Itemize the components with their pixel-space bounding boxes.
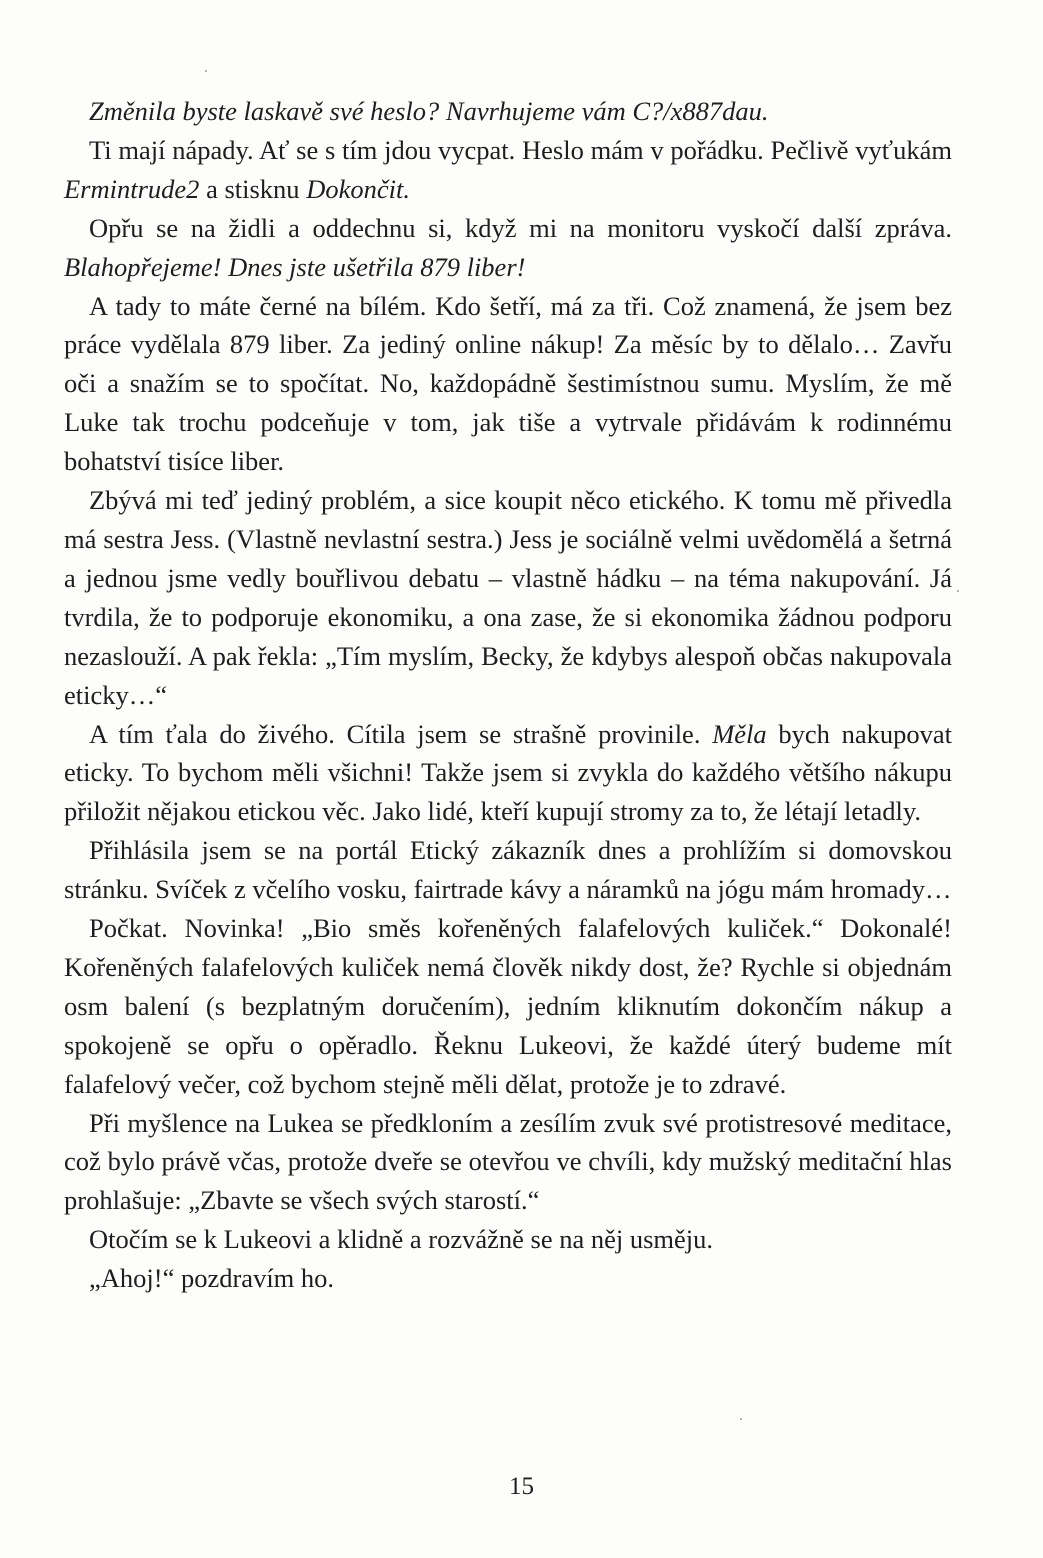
paragraph <box>64 209 952 287</box>
italic-text: Ermintrude2 <box>64 173 200 204</box>
paragraph <box>64 715 952 832</box>
italic-text: Blahopřejeme! Dnes jste ušetřila 879 liber! <box>64 251 526 282</box>
paragraph <box>64 481 952 714</box>
italic-text: Změnila byste laskavě své heslo? Navrhujeme vám C?/x887dau. <box>89 96 769 126</box>
text-run: Při myšlence na Lukea se předkloním a zesílím zvuk své protistresové meditace, což bylo právě včas, protože dveře se otevřou ve chvíli, kdy mužský meditační hlas prohlašuje: „Zbavte se všech svých starostí.“ <box>64 1107 952 1216</box>
paragraph <box>64 287 952 482</box>
body-text <box>64 92 952 1298</box>
text-run: Otočím se k Lukeovi a klidně a rozvážně se na něj usměju. <box>89 1224 714 1255</box>
text-run: Ti mají nápady. Ať se s tím jdou vycpat. Heslo mám v pořádku. Pečlivě vyťukám <box>89 134 952 165</box>
paragraph <box>64 1259 952 1298</box>
text-run: „Ahoj!“ pozdravím ho. <box>89 1263 335 1294</box>
scan-speck <box>957 590 959 592</box>
paragraph <box>64 92 952 131</box>
scan-speck <box>205 70 207 72</box>
paragraph <box>64 909 952 1104</box>
text-run: a stisknu <box>199 173 307 204</box>
scan-speck <box>740 1418 742 1420</box>
text-run: Počkat. Novinka! „Bio směs kořeněných falafelových kuliček.“ Dokonalé! Kořeněných falafelových kuliček nemá člověk nikdy dost, že? Rychle si objednám osm balení (s bezplatným doručením), jedním kliknutím dokončím nákup a spokojeně se opřu o opěradlo. Řeknu Lukeovi, že každé úterý budeme mít falafelový večer, což bychom stejně měli dělat, protože je to zdravé. <box>64 913 952 1099</box>
text-run: bych nakupovat eticky. To bychom měli všichni! Takže jsem si zvykla do každého většího nákupu přiložit nějakou etickou věc. Jako lidé, kteří kupují stromy za to, že létají letadly. <box>64 718 952 827</box>
text-run: Opřu se na židli a oddechnu si, když mi na monitoru vyskočí další zpráva. <box>89 212 952 243</box>
paragraph <box>64 1104 952 1221</box>
paragraph <box>64 1220 952 1259</box>
text-run: Zbývá mi teď jediný problém, a sice koupit něco etického. K tomu mě přivedla má sestra Jess. (Vlastně nevlastní sestra.) Jess je sociálně velmi uvědomělá a šetrná a jednou jsme vedly bouřlivou debatu – vlastně hádku – na téma nakupování. Já tvrdila, že to podporuje ekonomiku, a ona zase, že si ekonomika žádnou podporu nezaslouží. A pak řekla: „Tím myslím, Becky, že kdybys alespoň občas nakupovala eticky…“ <box>64 485 952 710</box>
text-run: Přihlásila jsem se na portál Etický zákazník dnes a prohlížím si domovskou stránku. Svíček z včelího vosku, fairtrade kávy a náramků na jógu mám hromady… <box>64 835 952 905</box>
italic-text: Dokončit. <box>306 173 410 204</box>
paragraph <box>64 831 952 909</box>
italic-text: Měla <box>712 718 767 749</box>
text-run: A tady to máte černé na bílém. Kdo šetří, má za tři. Což znamená, že jsem bez práce vydělala 879 liber. Za jediný online nákup! Za měsíc by to dělalo… Zavřu oči a snažím se to spočítat. No, každopádně šestimístnou sumu. Myslím, že mě Luke tak trochu podceňuje v tom, jak tiše a vytrvale přidávám k rodinnému bohatství tisíce liber. <box>64 290 952 477</box>
page-number: 15 <box>509 1473 534 1500</box>
text-run: A tím ťala do živého. Cítila jsem se strašně provinile. <box>89 718 713 749</box>
paragraph <box>64 131 952 209</box>
